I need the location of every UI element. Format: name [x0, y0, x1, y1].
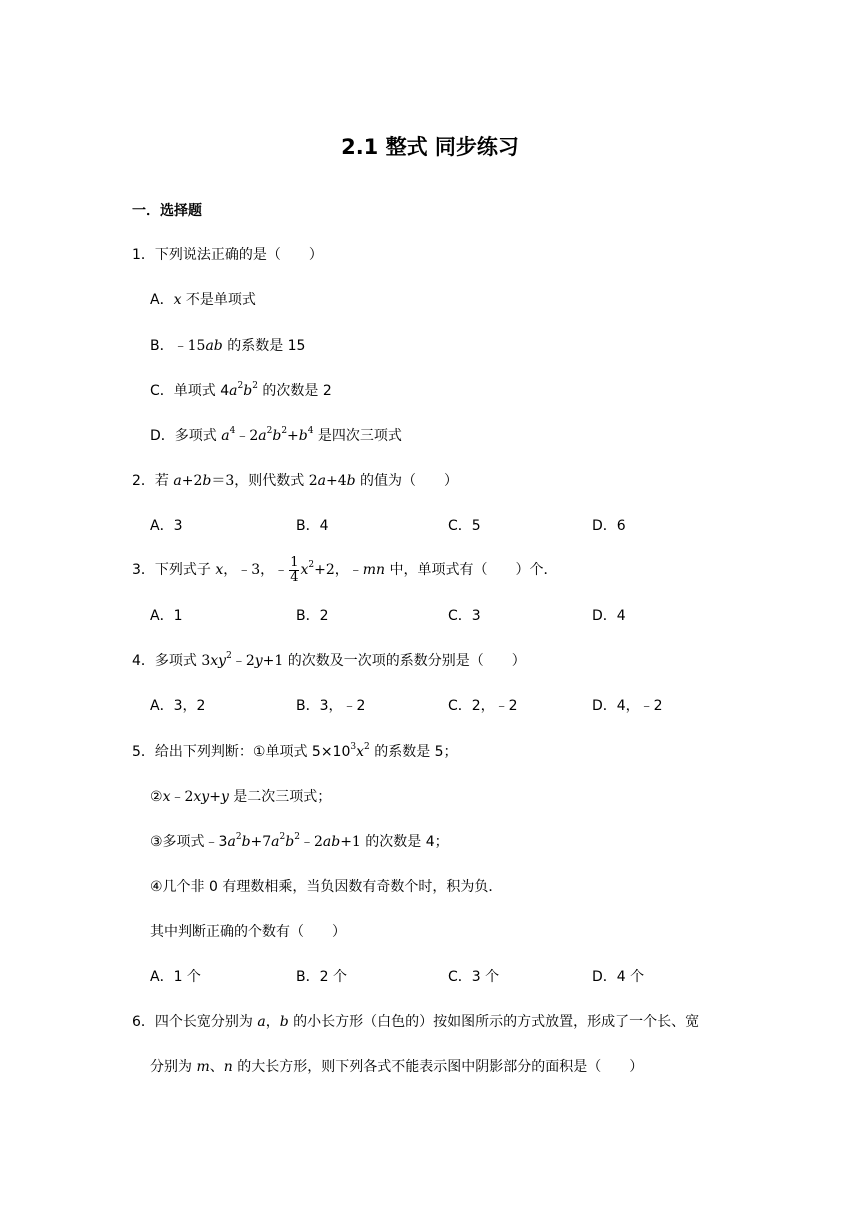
question-1-option-c: C．单项式 $4a^2b^2$ 的次数是 2 [150, 381, 332, 399]
section-heading: 一．选择题 [132, 203, 202, 219]
question-5-option-c: C．3 个 [448, 969, 500, 985]
question-3-option-d: D．4 [592, 608, 626, 624]
question-1-option-b: B．﹣15ab 的系数是 15 [150, 338, 306, 354]
question-2-option-b: B．4 [296, 518, 329, 534]
question-4-option-a: A．3，2 [150, 698, 206, 714]
question-3-option-a: A．1 [150, 608, 183, 624]
question-5-option-d: D．4 个 [592, 969, 645, 985]
question-4-stem: 4．多项式 $3xy^2﹣2y+1$ 的次数及一次项的系数分别是（ ） [132, 651, 526, 669]
question-5-statement-2: ②x﹣2xy+y 是二次三项式； [150, 789, 332, 805]
question-3-option-b: B．2 [296, 608, 329, 624]
question-4-option-c: C．2，﹣2 [448, 698, 518, 714]
question-1-option-d: D．多项式 $a^4﹣2a^2b^2+b^4$ 是四次三项式 [150, 426, 402, 444]
question-5-statement-3: ③多项式$﹣3a^2b+7a^2b^2﹣2ab+1$ 的次数是 4； [150, 832, 449, 850]
question-5-statement-4: ④几个非 0 有理数相乘，当负因数有奇数个时，积为负． [150, 879, 503, 895]
question-3-stem: 3．下列式子 x，﹣3，﹣ $\frac{1}{4}$ $x^2+2$，﹣mn 中，单项式有（ ）个． [132, 554, 558, 585]
question-2-option-c: C．5 [448, 518, 481, 534]
question-5-stem: 5．给出下列判断：①单项式 $5\times 10^3x^2$ 的系数是 5； [132, 742, 458, 760]
question-5-option-a: A．1 个 [150, 969, 201, 985]
question-6-stem-line-2: 分别为 m、n 的大长方形，则下列各式不能表示图中阴影部分的面积是（ ） [150, 1059, 644, 1075]
question-2-option-a: A．3 [150, 518, 183, 534]
question-5-ask: 其中判断正确的个数有（ ） [150, 924, 346, 940]
question-2-option-d: D．6 [592, 518, 626, 534]
question-2-stem: 2．若 a+2b＝3，则代数式 2a+4b 的值为（ ） [132, 473, 459, 489]
page-title: 2.1 整式 同步练习 [341, 135, 519, 159]
question-4-option-b: B．3，﹣2 [296, 698, 366, 714]
question-1-option-a: A．x 不是单项式 [150, 292, 256, 308]
question-1-stem: 1．下列说法正确的是（ ） [132, 247, 323, 263]
question-4-option-d: D．4，﹣2 [592, 698, 663, 714]
question-5-option-b: B．2 个 [296, 969, 347, 985]
question-6-stem-line-1: 6．四个长宽分别为 a，b 的小长方形（白色的）按如图所示的方式放置，形成了一个长、宽 [132, 1014, 700, 1030]
question-3-option-c: C．3 [448, 608, 481, 624]
fraction-one-quarter: $\frac{1}{4}$ [290, 554, 299, 585]
